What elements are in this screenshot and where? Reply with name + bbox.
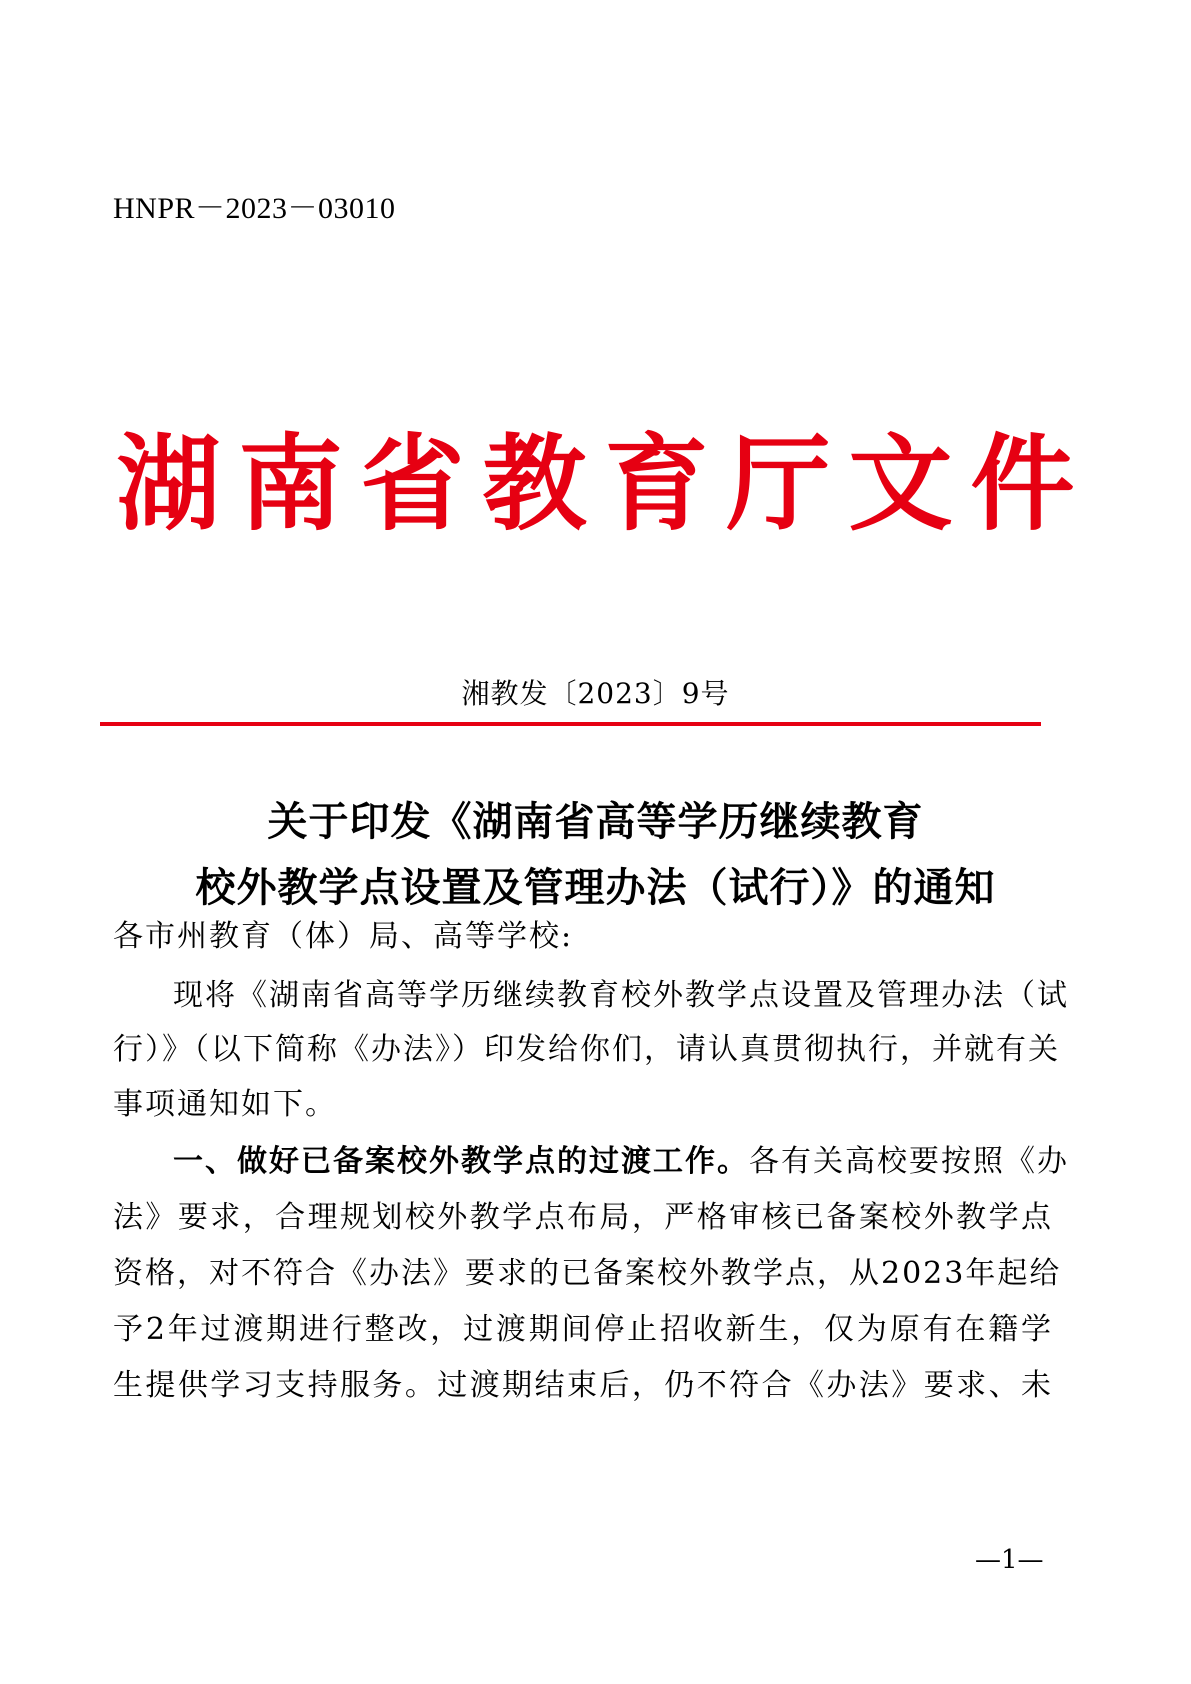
paragraph-2-line-2: 法》要求，合理规划校外教学点布局，严格审核已备案校外教学点: [113, 1200, 1053, 1235]
salutation: 各市州教育（体）局、高等学校:: [113, 919, 574, 954]
notice-title-line-2: 校外教学点设置及管理办法（试行）》的通知: [195, 864, 996, 911]
paragraph-1-line-1: 现将《湖南省高等学历继续教育校外教学点设置及管理办法（试: [173, 978, 1069, 1013]
issue-number: 湘教发〔2023〕9号: [461, 677, 730, 710]
paragraph-2-line-3: 资格，对不符合《办法》要求的已备案校外教学点，从2023年起给: [113, 1256, 1062, 1291]
paragraph-1-line-3: 事项通知如下。: [113, 1087, 337, 1122]
masthead-title: 湖南省教育厅文件: [116, 422, 1093, 545]
section-heading: 一、做好已备案校外教学点的过渡工作。: [173, 1144, 749, 1179]
paragraph-2-line-1: [173, 1136, 1069, 1180]
paragraph-1-line-2: 行）》（以下简称《办法》）印发给你们，请认真贯彻执行，并就有关: [113, 1032, 1060, 1067]
paragraph-2-line-5: 生提供学习支持服务。过渡期结束后，仍不符合《办法》要求、未: [113, 1368, 1053, 1403]
notice-title-line-1: 关于印发《湖南省高等学历继续教育: [267, 798, 924, 845]
paragraph-2-line-4: 予2年过渡期进行整改，过渡期间停止招收新生，仅为原有在籍学: [113, 1312, 1053, 1347]
page-number: —1—: [975, 1545, 1044, 1575]
paragraph-2-line-1-rest: 各有关高校要按照《办: [749, 1144, 1069, 1179]
document-code: HNPR－2023－03010: [113, 192, 396, 225]
red-divider-line: [100, 722, 1041, 726]
